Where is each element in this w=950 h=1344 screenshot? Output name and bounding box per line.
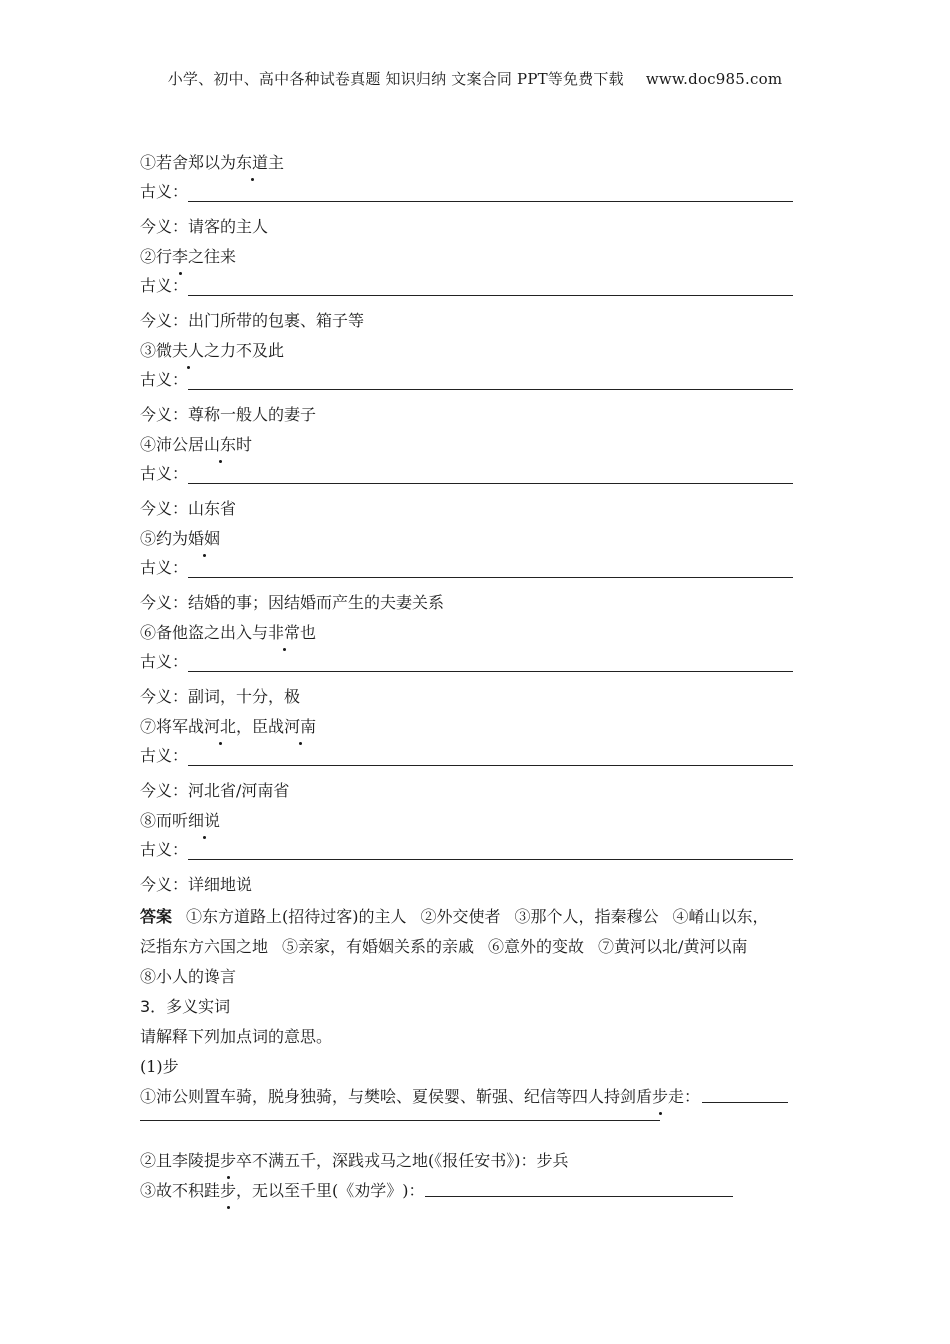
- ancient-meaning-label: 古义：: [140, 652, 189, 671]
- sentence-text: ③: [140, 341, 157, 360]
- modern-meaning-row: [140, 682, 812, 712]
- sentence-text: 备他盗之出入与: [156, 623, 269, 642]
- modern-meaning-text: 尊称一般人的妻子: [188, 405, 317, 424]
- modern-meaning-row: [140, 212, 812, 242]
- answer-blank[interactable]: [188, 845, 793, 860]
- ancient-meaning-row: [140, 460, 812, 494]
- answer-part: ③那个人，指秦穆公: [514, 907, 659, 926]
- answer-blank[interactable]: [188, 563, 793, 578]
- ancient-meaning-label: 古义：: [140, 182, 189, 201]
- dotted-word: 婚姻: [188, 524, 220, 554]
- modern-meaning-text: 副词，十分，极: [188, 687, 301, 706]
- item-sentence: [140, 242, 812, 272]
- ancient-meaning-label: 古义：: [140, 464, 189, 483]
- item-sentence: [140, 618, 812, 648]
- modern-meaning-label: 今义：: [140, 875, 189, 894]
- modern-meaning-label: 今义：: [140, 781, 189, 800]
- sentence-text: 将军战: [156, 717, 205, 736]
- item-sentence: [140, 430, 812, 460]
- book-title: 《劝学》: [338, 1181, 403, 1200]
- ancient-meaning-label: 古义：: [140, 746, 189, 765]
- sentence-text: 之力不及此: [204, 341, 285, 360]
- modern-meaning-text: 河北省/河南省: [188, 781, 290, 800]
- dotted-word: 步: [220, 1146, 236, 1176]
- item-sentence: [140, 336, 812, 366]
- dotted-word: 东道: [236, 148, 268, 178]
- answer-blank[interactable]: [188, 187, 793, 202]
- answer-blank[interactable]: [140, 1120, 660, 1121]
- sentence-text: 行: [156, 247, 173, 266]
- section-instruction: 请解释下列加点词的意思。: [140, 1027, 333, 1046]
- modern-meaning-label: 今义：: [140, 687, 189, 706]
- ancient-meaning-row: [140, 366, 812, 400]
- answer-blank[interactable]: [188, 281, 793, 296]
- sentence-text: ①: [140, 153, 157, 172]
- modern-meaning-label: 今义：: [140, 499, 189, 518]
- answer-blank[interactable]: [425, 1182, 733, 1197]
- answer-part: ⑧小人的谗言: [140, 967, 237, 986]
- answer-blank[interactable]: [188, 657, 793, 672]
- question-text: 卒不满五千，深践戎马之地(: [236, 1151, 435, 1170]
- book-title: 《报任安书》: [434, 1151, 515, 1170]
- sentence-text: 主: [268, 153, 285, 172]
- sentence-text: ⑥: [140, 623, 157, 642]
- section-title: 3．多义实词: [140, 997, 231, 1016]
- sentence-text: 约为: [156, 529, 189, 548]
- dotted-word: 河北: [204, 712, 236, 742]
- answer-part: ①东方道路上(招待过客)的主人: [186, 907, 407, 926]
- question-text: ①沛公则置车骑，脱身独骑，与樊哙、夏侯婴、靳强、纪信等四人持剑盾: [140, 1087, 653, 1106]
- sentence-text: ④: [140, 435, 157, 454]
- question-1-continuation: [140, 1112, 812, 1146]
- item-sentence: [140, 148, 812, 178]
- question-text: 走：: [668, 1087, 701, 1106]
- modern-meaning-label: 今义：: [140, 405, 189, 424]
- question-text: ②且李陵提: [140, 1151, 221, 1170]
- answer-part: ②外交使者: [420, 907, 501, 926]
- sentence-text: 微: [156, 341, 173, 360]
- question-1: [140, 1082, 812, 1112]
- answer-blank[interactable]: [188, 375, 793, 390]
- ancient-meaning-row: [140, 742, 812, 776]
- sentence-text: ⑤: [140, 529, 157, 548]
- question-text: ，无以至千里(: [236, 1181, 339, 1200]
- ancient-meaning-row: [140, 554, 812, 588]
- modern-meaning-row: [140, 494, 812, 524]
- modern-meaning-text: 详细地说: [188, 875, 253, 894]
- dotted-word: 细说: [188, 806, 220, 836]
- question-text: ③故不积跬: [140, 1181, 221, 1200]
- modern-meaning-text: 请客的主人: [188, 217, 269, 236]
- modern-meaning-label: 今义：: [140, 217, 189, 236]
- answer-blank[interactable]: [188, 751, 793, 766]
- item-sentence: [140, 806, 812, 836]
- ancient-meaning-row: [140, 836, 812, 870]
- modern-meaning-label: 今义：: [140, 311, 189, 330]
- dotted-word: 步: [652, 1082, 668, 1112]
- question-3: [140, 1176, 812, 1206]
- dotted-word: 山东: [204, 430, 236, 460]
- sentence-text: ⑧: [140, 811, 157, 830]
- answer-part: ⑥意外的变故: [488, 937, 585, 956]
- answer-part: 泛指东方六国之地: [140, 937, 269, 956]
- sentence-text: 若舍郑以为: [156, 153, 237, 172]
- answer-part: ⑦黄河以北/黄河以南: [598, 937, 748, 956]
- dotted-word: 河南: [284, 712, 316, 742]
- ancient-meaning-label: 古义：: [140, 276, 189, 295]
- sentence-text: ，臣战: [236, 717, 285, 736]
- page-header: [0, 68, 950, 89]
- sentence-text: 沛公居: [156, 435, 205, 454]
- ancient-meaning-label: 古义：: [140, 370, 189, 389]
- modern-meaning-row: [140, 776, 812, 806]
- modern-meaning-text: 出门所带的包裹、箱子等: [188, 311, 365, 330]
- answer-blank[interactable]: [702, 1088, 788, 1103]
- answer-line-3: [140, 962, 812, 992]
- answer-blank[interactable]: [188, 469, 793, 484]
- dotted-word: 非常: [268, 618, 300, 648]
- modern-meaning-row: [140, 588, 812, 618]
- modern-meaning-text: 结婚的事；因结婚而产生的夫妻关系: [188, 593, 445, 612]
- answer-tag: 答案: [140, 907, 173, 926]
- item-sentence: [140, 524, 812, 554]
- question-text: )：: [402, 1181, 425, 1200]
- answer-block: [140, 902, 812, 992]
- question-text: )：步兵: [514, 1151, 569, 1170]
- modern-meaning-text: 山东省: [188, 499, 237, 518]
- word-item-list: [140, 148, 812, 900]
- content: [140, 148, 812, 1206]
- sentence-text: 而听: [156, 811, 189, 830]
- ancient-meaning-label: 古义：: [140, 558, 189, 577]
- header-text: 小学、初中、高中各种试卷真题 知识归纳 文案合同 PPT等免费下载: [167, 70, 624, 88]
- sentence-text: 时: [236, 435, 253, 454]
- sentence-text: ⑦: [140, 717, 157, 736]
- dotted-word: 夫人: [172, 336, 204, 366]
- modern-meaning-row: [140, 400, 812, 430]
- header-url: www.doc985.com: [645, 70, 783, 88]
- ancient-meaning-row: [140, 648, 812, 682]
- modern-meaning-row: [140, 306, 812, 336]
- item-sentence: [140, 712, 812, 742]
- question-2: [140, 1146, 812, 1176]
- modern-meaning-label: 今义：: [140, 593, 189, 612]
- dotted-word: 李: [172, 242, 188, 272]
- sentence-text: 也: [300, 623, 317, 642]
- ancient-meaning-row: [140, 272, 812, 306]
- ancient-meaning-row: [140, 178, 812, 212]
- answer-part: ⑤亲家，有婚姻关系的亲戚: [282, 937, 475, 956]
- answer-line-2: [140, 932, 812, 962]
- answer-part: ④崤山以东，: [672, 907, 769, 926]
- dotted-word: 步: [220, 1176, 236, 1206]
- ancient-meaning-label: 古义：: [140, 840, 189, 859]
- modern-meaning-row: [140, 870, 812, 900]
- sentence-text: ②: [140, 247, 157, 266]
- sentence-text: 之往来: [188, 247, 237, 266]
- sub-heading: (1)步: [140, 1057, 179, 1076]
- answer-line-1: [140, 902, 812, 932]
